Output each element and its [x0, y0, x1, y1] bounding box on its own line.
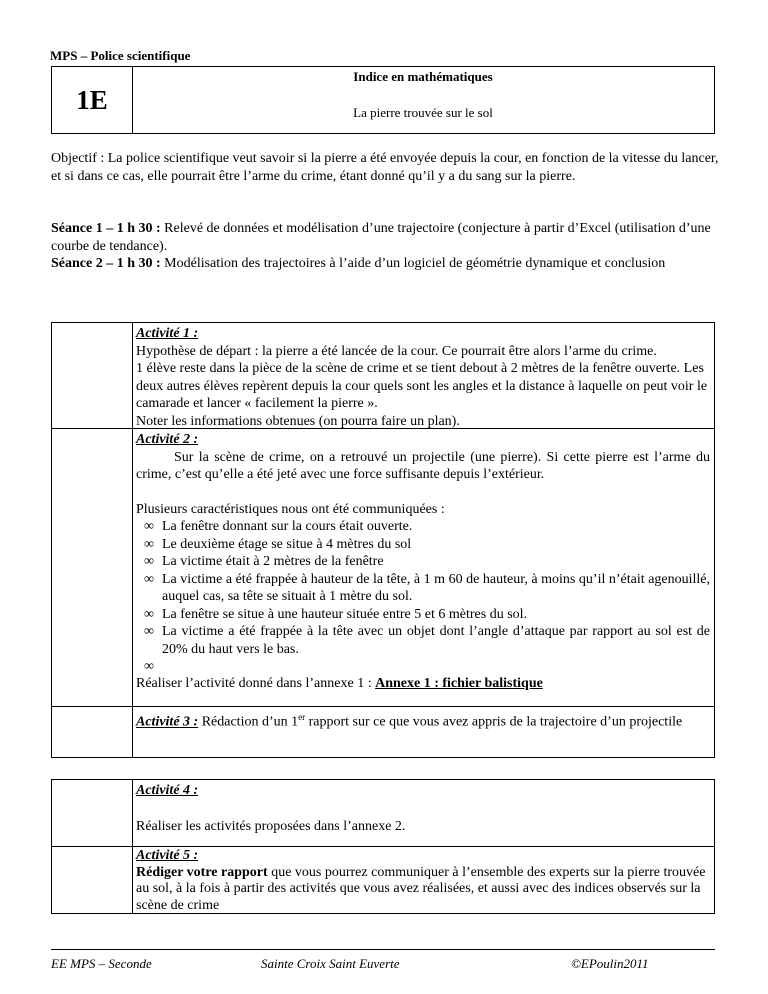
list-item: ∞ Le deuxième étage se situe à 4 mètres du sol: [136, 536, 710, 554]
activity-3-title: Activité 3 :: [136, 714, 199, 730]
list-item: ∞ La victime a été frappée à hauteur de la tête, à 1 m 60 de hauteur, à moins qu’il n’était agenouillé, auquel cas, sa tête se situait à 1 mètre du sol.: [136, 571, 710, 606]
activity-4-title: Activité 4 :: [136, 783, 199, 798]
list-item: [136, 658, 710, 675]
list-item: ∞ La victime a été frappée à la tête avec un objet dont l’angle d’attaque par rapport au sol est de 20% du haut vers le bas.: [136, 623, 710, 658]
footer-center: Sainte Croix Saint Euverte: [261, 956, 400, 971]
activity-3: [136, 709, 710, 731]
activity-5-title: Activité 5 :: [136, 848, 199, 863]
seance-1: [51, 220, 723, 255]
header-subtitle: La pierre trouvée sur le sol: [353, 105, 493, 120]
activity-5-bold: Rédiger votre rapport: [136, 864, 268, 880]
activity-5-text: [136, 865, 710, 915]
annexe-1-link[interactable]: Annexe 1 : fichier balistique: [375, 676, 543, 691]
seance-1-label: Séance 1 – 1 h 30 :: [51, 221, 161, 236]
activity-2-realiser: [136, 675, 710, 693]
activity-5-body: que vous pourrez communiquer à l’ensemble des experts sur la pierre trouvée au sol, à la fois à partir des activités que vous avez réalisées, et aussi avec des indices observés sur la scène de crime: [136, 864, 706, 913]
activities-table-2: [51, 779, 715, 914]
list-item: ∞ La fenêtre se situe à une hauteur située entre 5 et 6 mètres du sol.: [136, 606, 710, 624]
seance-1-text: Relevé de données et modélisation d’une trajectoire (conjecture à partir d’Excel (utilisation d’une courbe de tendance).: [51, 221, 711, 254]
activity-1-line-3: Noter les informations obtenues (on pourra faire un plan).: [136, 413, 460, 429]
activity-4-text: Réaliser les activités proposées dans l’annexe 2.: [136, 818, 406, 834]
seance-2-text: Modélisation des trajectoires à l’aide d’un logiciel de géométrie dynamique et conclusion: [160, 256, 666, 271]
activity-3-sup: er: [298, 712, 306, 722]
seances-block: [51, 220, 723, 273]
header-box: [51, 66, 715, 134]
activity-2-title: Activité 2 :: [136, 432, 199, 447]
footer-left: EE MPS – Seconde: [51, 956, 152, 971]
activity-4: [136, 782, 710, 835]
header-title: Indice en mathématiques: [353, 69, 493, 84]
activity-5: [136, 848, 710, 914]
footer: [51, 949, 715, 971]
activity-2: [136, 431, 710, 693]
activity-3-text-1: Rédaction d’un 1: [198, 714, 299, 730]
objectif-paragraph: Objectif : La police scientifique veut savoir si la pierre a été envoyée depuis la cour, en fonction de la vitesse du lancer, et si dans ce cas, elle pourrait être l’arme du crime, étant donné qu’il y a du sang sur la pierre.: [51, 151, 719, 184]
seance-2: [51, 255, 723, 273]
seance-2-label: Séance 2 – 1 h 30 :: [51, 256, 161, 271]
activity-1-line-1: Hypothèse de départ : la pierre a été lancée de la cour. Ce pourrait être alors l’arme du crime.: [136, 343, 657, 359]
activity-2-realiser-text: Réaliser l’activité donné dans l’annexe 1 :: [136, 676, 376, 691]
list-item: ∞ La victime était à 2 mètres de la fenêtre: [136, 553, 710, 571]
activity-2-caracteristiques: Plusieurs caractéristiques nous ont été communiquées :: [136, 501, 445, 517]
sheet-code: 1E: [52, 67, 133, 133]
activity-1-line-2: 1 élève reste dans la pièce de la scène de crime et se tient debout à 2 mètres de la fenêtre ouverte. Les deux autres élèves repèrent depuis la cour quels sont les angles et la distance à laquelle on peut voir le camarade et lancer « facilement la pierre ».: [136, 361, 708, 411]
activities-table-1: [51, 322, 715, 758]
activity-1: [136, 325, 710, 430]
list-item: ∞ La fenêtre donnant sur la cours était ouverte.: [136, 518, 710, 536]
activity-2-bullet-list: [136, 518, 710, 675]
footer-right: ©EPoulin2011: [571, 956, 649, 971]
activity-3-text-2: rapport sur ce que vous avez appris de la trajectoire d’un projectile: [305, 714, 683, 730]
activity-2-intro: Sur la scène de crime, on a retrouvé un projectile (une pierre). Si cette pierre est l’arme du crime, c’est qu’elle a été jeté avec une force suffisante depuis l’extérieur.: [136, 449, 710, 482]
activity-1-title: Activité 1 :: [136, 326, 199, 341]
document-top-title: MPS – Police scientifique: [50, 48, 191, 63]
